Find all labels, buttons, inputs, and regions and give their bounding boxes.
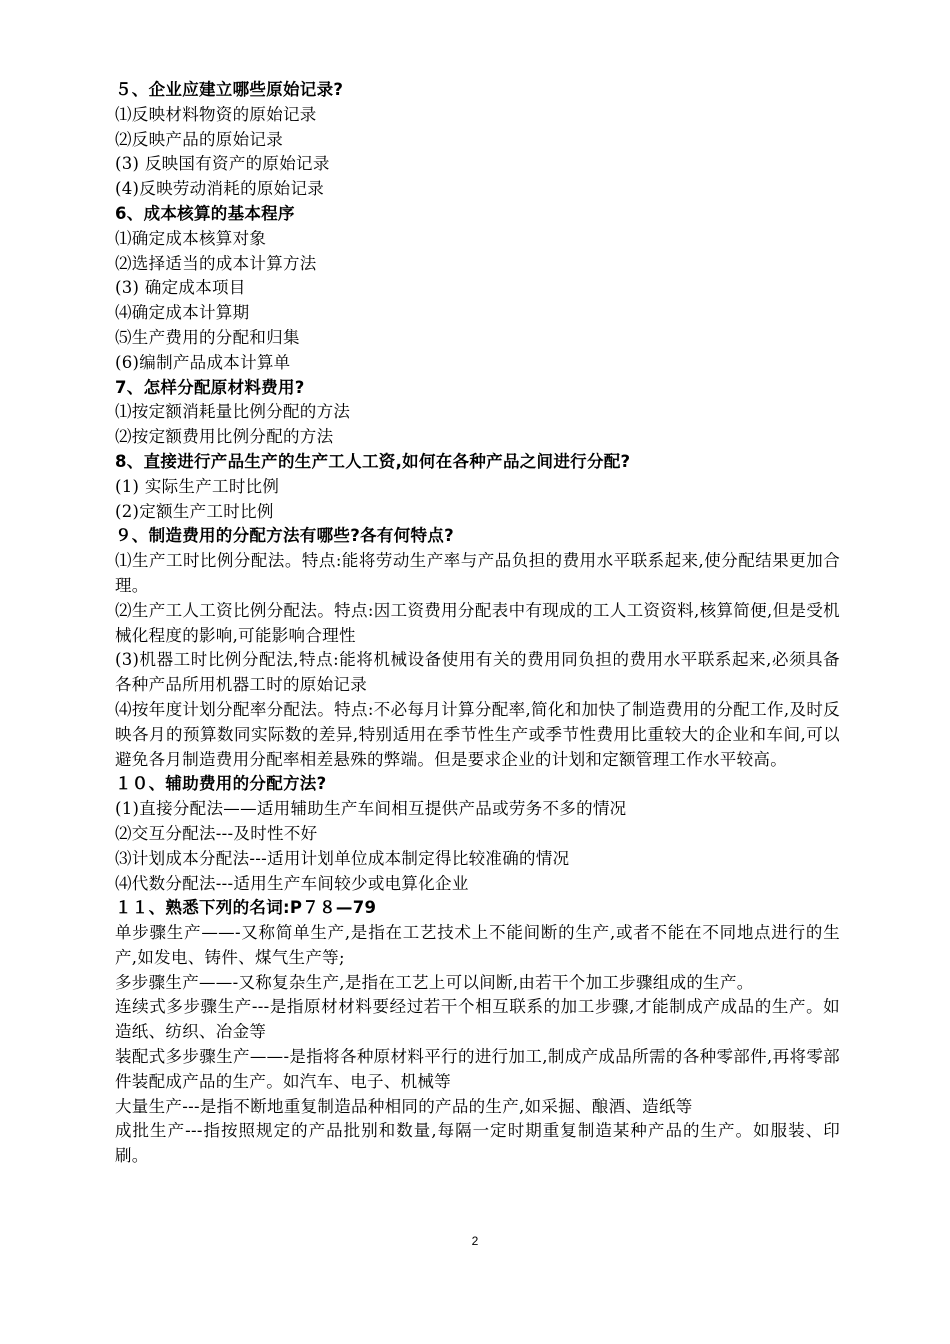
- section-heading: １１、熟悉下列的名词:P７８—79: [115, 898, 377, 918]
- page-number: 2: [471, 1234, 479, 1248]
- paragraph: 大量生产---是指不断地重复制造品种相同的产品的生产,如采掘、酿酒、造纸等: [115, 1096, 693, 1116]
- list-item: ⑸生产费用的分配和归集: [115, 327, 300, 347]
- paragraph: 单步骤生产——-又称简单生产,是指在工艺技术上不能间断的生产,或者不能在不同地点进行的生产,如发电、铸件、煤气生产等;: [115, 923, 840, 967]
- section-heading: 7、怎样分配原材料费用?: [115, 377, 305, 397]
- list-item: ⑴按定额消耗量比例分配的方法: [115, 402, 351, 422]
- list-item: ⑶计划成本分配法---适用计划单位成本制定得比较准确的情况: [115, 848, 570, 868]
- list-item: ⑴确定成本核算对象: [115, 228, 267, 248]
- list-item: (3) 确定成本项目: [115, 278, 246, 298]
- paragraph: ⑴生产工时比例分配法。特点:能将劳动生产率与产品负担的费用水平联系起来,使分配结果更加合理。: [115, 551, 840, 595]
- paragraph: 装配式多步骤生产——-是指将各种原材料平行的进行加工,制成产成品所需的各种零部件,再将零部件装配成产品的生产。如汽车、电子、机械等: [115, 1047, 840, 1091]
- list-item: (1) 实际生产工时比例: [115, 476, 280, 496]
- paragraph: (3)机器工时比例分配法,特点:能将机械设备使用有关的费用同负担的费用水平联系起来,必须具备各种产品所用机器工时的原始记录: [115, 650, 840, 695]
- document-page: [115, 78, 840, 1169]
- section-heading: 8、直接进行产品生产的生产工人工资,如何在各种产品之间进行分配?: [115, 451, 631, 471]
- list-item: (1)直接分配法——适用辅助生产车间相互提供产品或劳务不多的情况: [115, 799, 627, 819]
- list-item: ⑵交互分配法---及时性不好: [115, 823, 318, 843]
- paragraph: 成批生产---指按照规定的产品批别和数量,每隔一定时期重复制造某种产品的生产。如服装、印刷。: [115, 1121, 840, 1166]
- paragraph: 多步骤生产——-又称复杂生产,是指在工艺上可以间断,由若干个加工步骤组成的生产。: [115, 972, 754, 992]
- paragraph: ⑷按年度计划分配率分配法。特点:不必每月计算分配率,简化和加快了制造费用的分配工作,及时反映各月的预算数同实际数的差异,特别适用在季节性生产或季节性费用比重较大的企业和车间,可以避免各月制造费用分配率相差悬殊的弊端。但是要求企业的计划和定额管理工作水平较高。: [115, 699, 840, 769]
- list-item: (4)反映劳动消耗的原始记录: [115, 179, 325, 199]
- section-heading: １０、辅助费用的分配方法?: [115, 774, 327, 794]
- paragraph: ⑵生产工人工资比例分配法。特点:因工资费用分配表中有现成的工人工资资料,核算简便,但是受机械化程度的影响,可能影响合理性: [115, 600, 840, 645]
- section-heading: ５、企业应建立哪些原始记录?: [115, 80, 344, 99]
- list-item: ⑷代数分配法---适用生产车间较少或电算化企业: [115, 873, 469, 893]
- list-item: (6)编制产品成本计算单: [115, 352, 291, 372]
- list-item: ⑴反映材料物资的原始记录: [115, 104, 317, 124]
- list-item: ⑷确定成本计算期: [115, 303, 250, 323]
- list-item: (3) 反映国有资产的原始记录: [115, 154, 330, 174]
- list-item: (2)定额生产工时比例: [115, 501, 274, 521]
- section-heading: ９、制造费用的分配方法有哪些?各有何特点?: [115, 526, 454, 546]
- section-heading: 6、成本核算的基本程序: [115, 203, 295, 223]
- list-item: ⑵反映产品的原始记录: [115, 129, 283, 149]
- list-item: ⑵按定额费用比例分配的方法: [115, 427, 334, 447]
- paragraph: 连续式多步骤生产---是指原材材料要经过若干个相互联系的加工步骤,才能制成产成品的生产。如造纸、纺织、冶金等: [115, 997, 840, 1042]
- list-item: ⑵选择适当的成本计算方法: [115, 253, 317, 273]
